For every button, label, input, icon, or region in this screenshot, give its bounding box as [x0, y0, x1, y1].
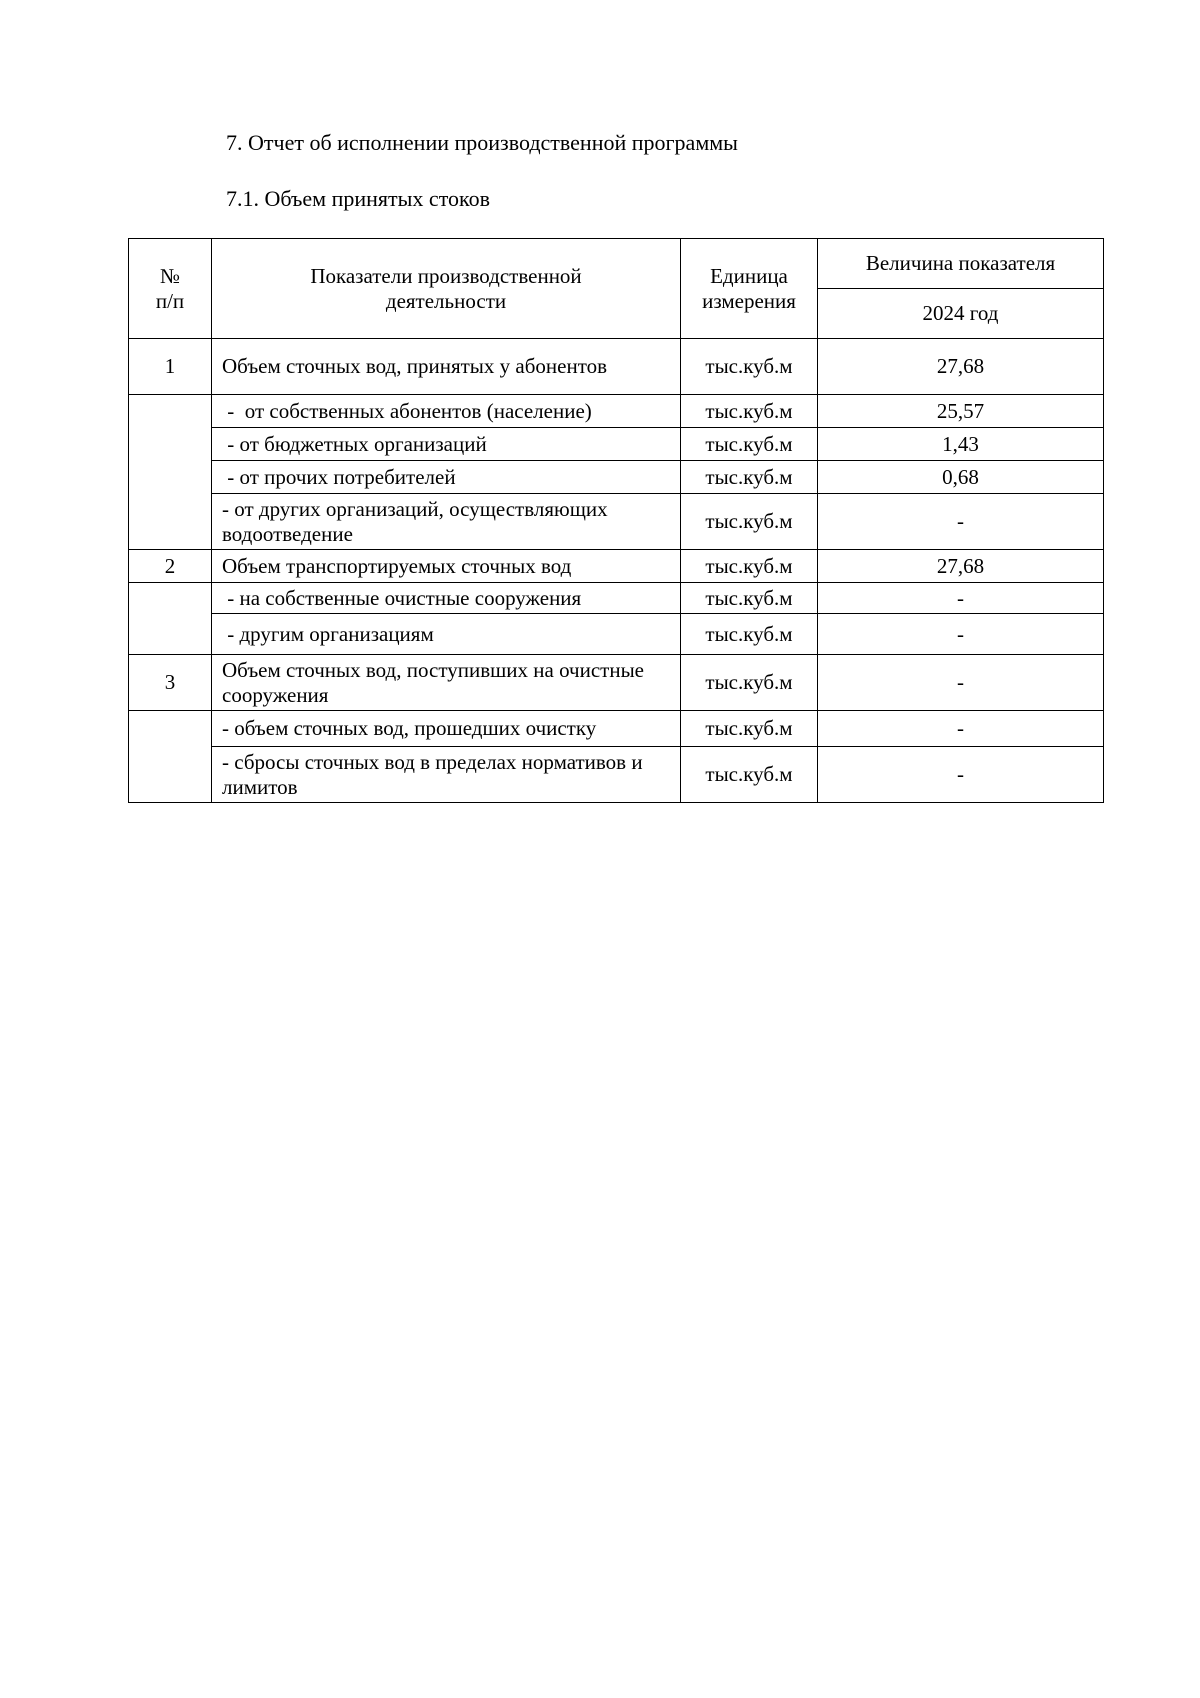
row-value: 0,68: [818, 461, 1104, 494]
row-name: Объем транспортируемых сточных вод: [212, 550, 681, 583]
row-value: 27,68: [818, 550, 1104, 583]
row-value: -: [818, 655, 1104, 711]
row-name: Объем сточных вод, поступивших на очистные сооружения: [212, 655, 681, 711]
row-name: - объем сточных вод, прошедших очистку: [212, 711, 681, 747]
row-unit: тыс.куб.м: [681, 747, 818, 803]
row-value: -: [818, 614, 1104, 655]
row-number: 2: [129, 550, 212, 583]
row-unit: тыс.куб.м: [681, 583, 818, 614]
row-value: 27,68: [818, 339, 1104, 395]
header-value: Величина показателя: [818, 239, 1104, 289]
row-name: - от прочих потребителей: [212, 461, 681, 494]
table-row: [129, 395, 1104, 428]
section-heading: 7. Отчет об исполнении производственной программы: [226, 130, 738, 155]
subsection-heading: 7.1. Объем принятых стоков: [226, 186, 490, 211]
report-table: [128, 238, 1104, 803]
table-row: [129, 550, 1104, 583]
row-unit: тыс.куб.м: [681, 655, 818, 711]
row-value: -: [818, 494, 1104, 550]
row-value: 25,57: [818, 395, 1104, 428]
row-value: -: [818, 583, 1104, 614]
table-row: [129, 711, 1104, 747]
row-unit: тыс.куб.м: [681, 711, 818, 747]
table-row: [129, 461, 1104, 494]
table-row: [129, 583, 1104, 614]
row-unit: тыс.куб.м: [681, 428, 818, 461]
row-value: -: [818, 747, 1104, 803]
row-unit: тыс.куб.м: [681, 339, 818, 395]
row-name: Объем сточных вод, принятых у абонентов: [212, 339, 681, 395]
row-name: - от других организаций, осуществляющих водоотведение: [212, 494, 681, 550]
header-year: 2024 год: [818, 289, 1104, 339]
row-name: - другим организациям: [212, 614, 681, 655]
table-row: [129, 339, 1104, 395]
table-row: [129, 428, 1104, 461]
header-number-symbol: №: [159, 263, 181, 288]
row-name: - на собственные очистные сооружения: [212, 583, 681, 614]
header-number: [129, 239, 212, 339]
row-unit: тыс.куб.м: [681, 494, 818, 550]
row-number-empty: [129, 711, 212, 803]
row-number: 3: [129, 655, 212, 711]
row-value: 1,43: [818, 428, 1104, 461]
header-unit: Единица измерения: [681, 239, 818, 339]
row-number-empty: [129, 395, 212, 550]
row-name: - от бюджетных организаций: [212, 428, 681, 461]
table-row: [129, 614, 1104, 655]
table-row: [129, 494, 1104, 550]
row-value: -: [818, 711, 1104, 747]
header-indicator: Показатели производственной деятельности: [212, 239, 681, 339]
row-name: - от собственных абонентов (население): [212, 395, 681, 428]
row-unit: тыс.куб.м: [681, 395, 818, 428]
row-unit: тыс.куб.м: [681, 614, 818, 655]
row-unit: тыс.куб.м: [681, 550, 818, 583]
row-number: 1: [129, 339, 212, 395]
row-unit: тыс.куб.м: [681, 461, 818, 494]
table-row: [129, 655, 1104, 711]
header-number-abbr: п/п: [155, 288, 185, 313]
row-number-empty: [129, 583, 212, 655]
row-name: - сбросы сточных вод в пределах нормативов и лимитов: [212, 747, 681, 803]
header-row: [129, 239, 1104, 289]
table-row: [129, 747, 1104, 803]
